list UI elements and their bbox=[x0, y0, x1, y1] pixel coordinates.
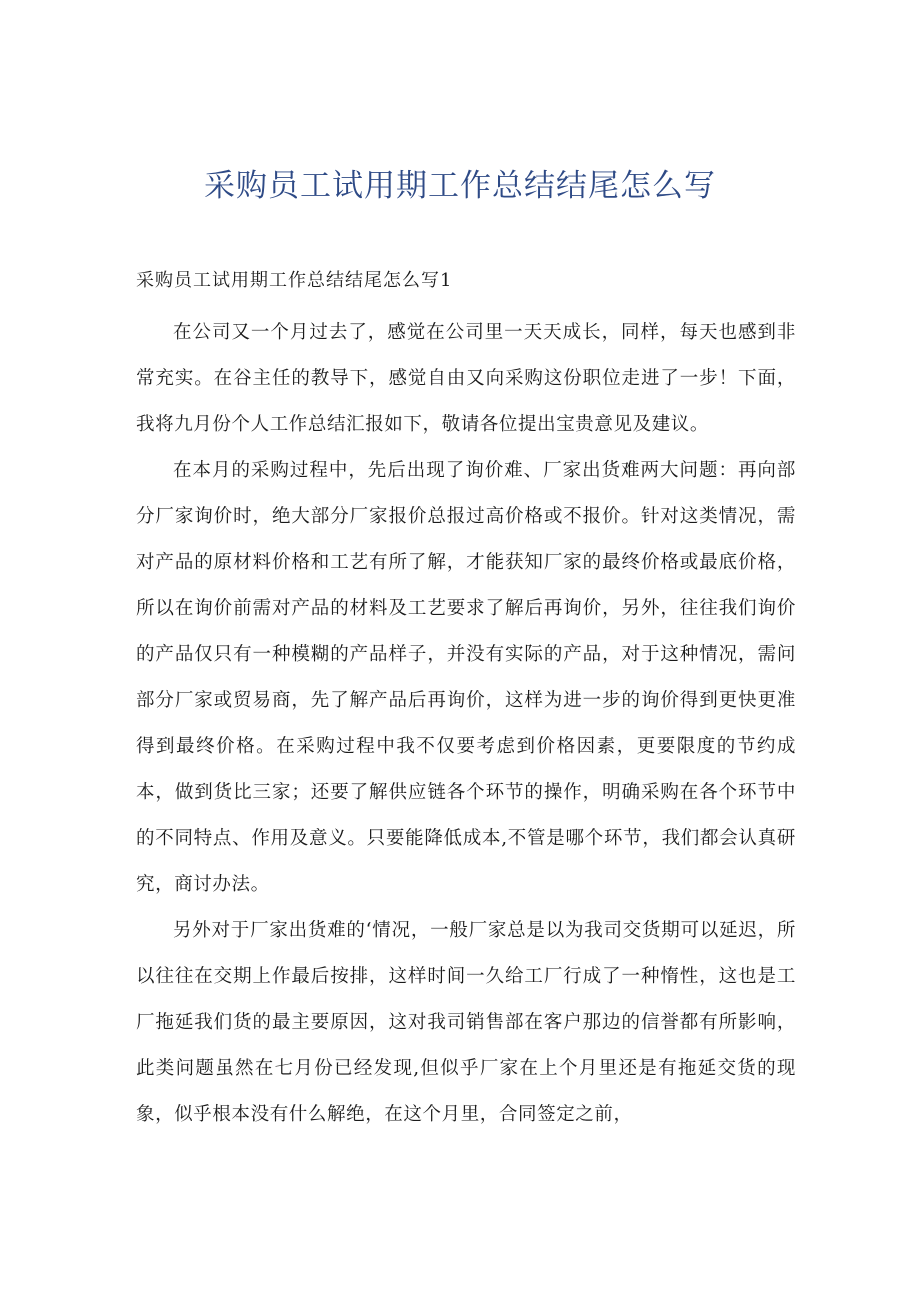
section-heading: 采购员工试用期工作总结结尾怎么写1 bbox=[136, 270, 453, 291]
document-body bbox=[136, 310, 796, 1138]
paragraph-3: 另外对于厂家出货难的‘情况，一般厂家总是以为我司交货期可以延迟，所以往往在交期上作最后按排，这样时间一久给工厂行成了一种惰性，这也是工厂拖延我们货的最主要原因，这对我司销售部在客户那边的信誉都有所影响，此类问题虽然在七月份已经发现,但似乎厂家在上个月里还是有拖延交货的现象，似乎根本没有什么解绝，在这个月里，合同签定之前， bbox=[136, 920, 796, 1125]
paragraph-1: 在公司又一个月过去了，感觉在公司里一天天成长，同样，每天也感到非常充实。在谷主任的教导下，感觉自由又向采购这份职位走进了一步！下面，我将九月份个人工作总结汇报如下，敬请各位提出宝贵意见及建议。 bbox=[136, 322, 796, 435]
document-title: 采购员工试用期工作总结结尾怎么写 bbox=[204, 168, 716, 204]
paragraph-2: 在本月的采购过程中，先后出现了询价难、厂家出货难两大问题：再向部分厂家询价时，绝大部分厂家报价总报过高价格或不报价。针对这类情况，需对产品的原材料价格和工艺有所了解，才能获知厂家的最终价格或最底价格，所以在询价前需对产品的材料及工艺要求了解后再询价，另外，往往我们询价的产品仅只有一种模糊的产品样子，并没有实际的产品，对于这种情况，需问部分厂家或贸易商，先了解产品后再询价，这样为进一步的询价得到更快更准得到最终价格。在采购过程中我不仅要考虑到价格因素，更要限度的节约成本，做到货比三家；还要了解供应链各个环节的操作，明确采购在各个环节中的不同特点、作用及意义。只要能降低成本,不管是哪个环节，我们都会认真研究，商讨办法。 bbox=[136, 460, 796, 895]
